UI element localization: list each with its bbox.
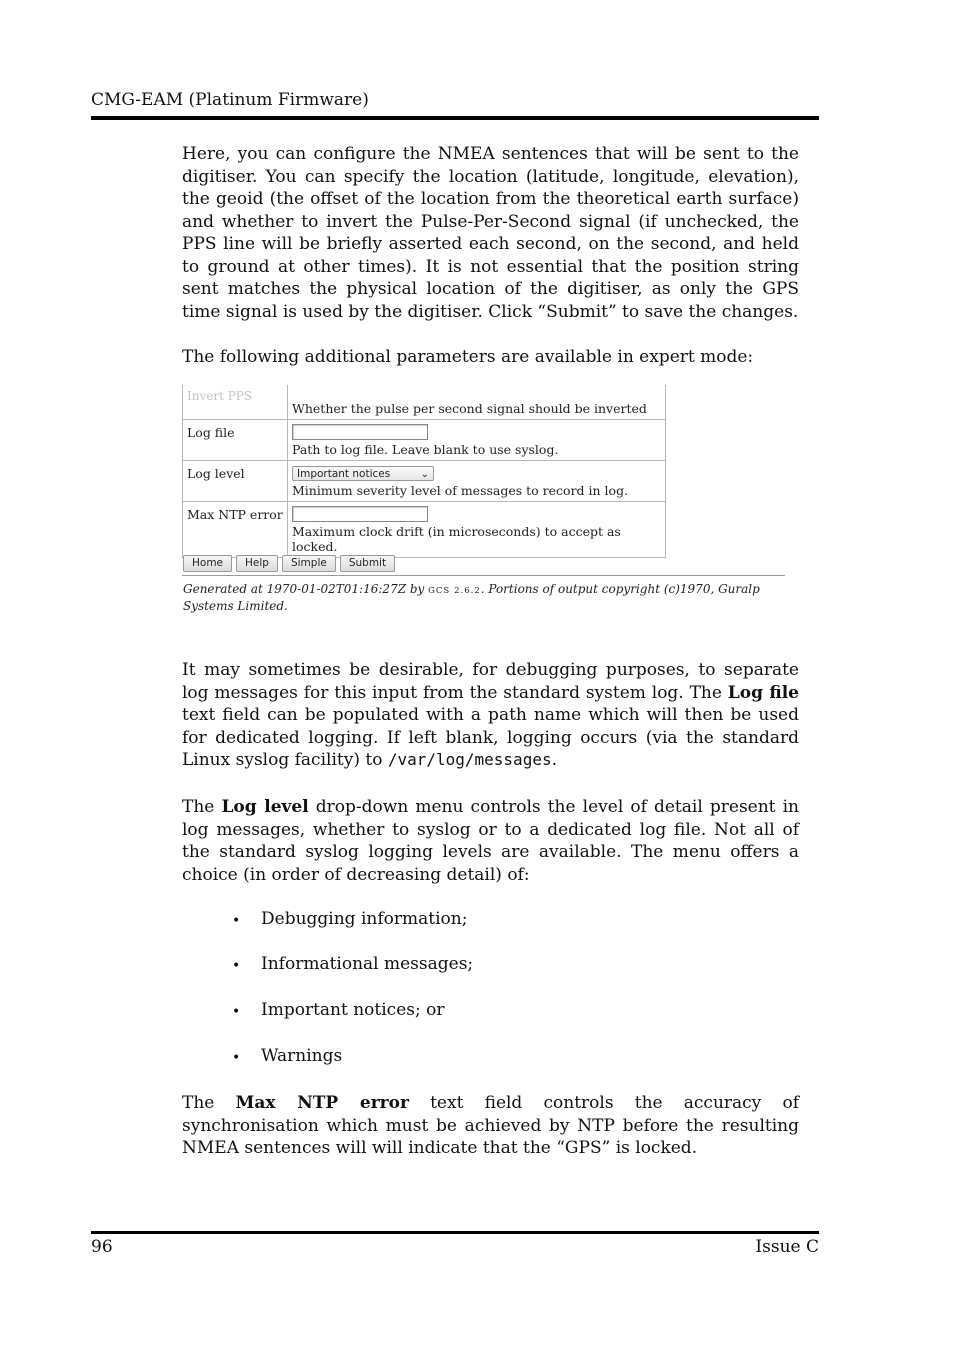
log-level-paragraph: The Log level drop-down menu controls the level of detail present in log messages, whether to syslog or to a dedicated log file. Not all of the standard syslog logging levels are available. The menu offers a choice (in order of decreasing detail) of: bbox=[182, 797, 799, 885]
list-item: Important notices; or bbox=[261, 1000, 445, 1020]
row-description: Whether the pulse per second signal should be inverted bbox=[288, 385, 666, 420]
row-label: Max NTP error bbox=[183, 502, 288, 558]
bullet-marker: • bbox=[232, 1004, 241, 1020]
chevron-down-icon: ⌄ bbox=[420, 469, 429, 480]
table-row bbox=[183, 502, 666, 558]
bullet-marker: • bbox=[232, 958, 241, 974]
generated-footer: Generated at 1970-01-02T01:16:27Z by GCS 2.6.2. Portions of output copyright (c)1970, Guralp Systems Limited. bbox=[183, 582, 760, 613]
running-header: CMG-EAM (Platinum Firmware) bbox=[91, 90, 369, 110]
log-file-input[interactable] bbox=[292, 424, 428, 440]
list-item: Informational messages; bbox=[261, 954, 474, 974]
header-rule bbox=[91, 116, 819, 120]
max-ntp-error-input[interactable] bbox=[292, 506, 428, 522]
row-description: Maximum clock drift (in microseconds) to accept as locked. bbox=[292, 524, 621, 554]
list-item: Debugging information; bbox=[261, 909, 468, 929]
expert-mode-paragraph: The following additional parameters are available in expert mode: bbox=[182, 347, 754, 367]
submit-button[interactable]: Submit bbox=[340, 555, 395, 572]
button-row bbox=[183, 551, 399, 572]
row-cell bbox=[288, 502, 666, 558]
simple-button[interactable]: Simple bbox=[282, 555, 336, 572]
row-description: Minimum severity level of messages to record in log. bbox=[292, 483, 629, 498]
bullet-marker: • bbox=[232, 913, 241, 929]
issue-label: Issue C bbox=[755, 1237, 819, 1257]
row-label: Invert PPS bbox=[183, 385, 288, 420]
row-description: Path to log file. Leave blank to use syslog. bbox=[292, 442, 559, 457]
list-item: Warnings bbox=[261, 1046, 343, 1066]
help-button[interactable]: Help bbox=[236, 555, 278, 572]
footer-rule bbox=[91, 1231, 819, 1234]
row-cell bbox=[288, 461, 666, 502]
table-row bbox=[183, 461, 666, 502]
intro-paragraph: Here, you can configure the NMEA sentences that will be sent to the digitiser. You can specify the location (latitude, longitude, elevation), the geoid (the offset of the location from the theoretical earth surface) and whether to invert the Pulse-Per-Second signal (if unchecked, the PPS line will be briefly asserted each second, on the second, and held to ground at other times). It is not essential that the position string sent matches the physical location of the digitiser, as only the GPS time signal is used by the digitiser. Click “Submit” to save the changes. bbox=[182, 144, 799, 322]
row-cell bbox=[288, 420, 666, 461]
select-value: Important notices bbox=[297, 468, 391, 480]
log-level-select[interactable] bbox=[292, 466, 434, 481]
screenshot-divider bbox=[182, 575, 785, 576]
log-file-paragraph: It may sometimes be desirable, for debugging purposes, to separate log messages for this input from the standard system log. The Log file text field can be populated with a path name which will then be used for dedicated logging. If left blank, logging occurs (via the standard Linux syslog facility) to /var/log/messages. bbox=[182, 660, 799, 770]
expert-settings-screenshot bbox=[182, 385, 785, 615]
bullet-marker: • bbox=[232, 1050, 241, 1066]
row-label: Log level bbox=[183, 461, 288, 502]
row-label: Log file bbox=[183, 420, 288, 461]
page-number: 96 bbox=[91, 1237, 113, 1257]
table-row bbox=[183, 420, 666, 461]
table-row bbox=[183, 385, 666, 420]
home-button[interactable]: Home bbox=[183, 555, 232, 572]
settings-table bbox=[182, 385, 666, 558]
max-ntp-error-paragraph: The Max NTP error text field controls the accuracy of synchronisation which must be achieved by NTP before the resulting NMEA sentences will will indicate that the “GPS” is locked. bbox=[182, 1093, 799, 1158]
